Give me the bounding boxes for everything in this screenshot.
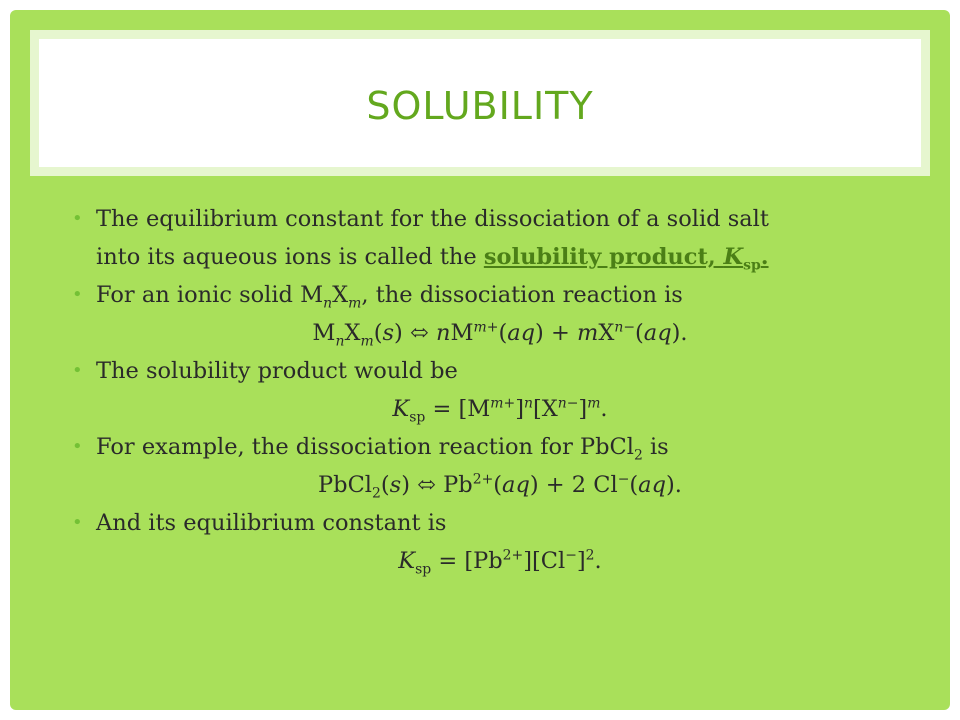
eq-part: n− (557, 395, 579, 412)
equation-pbcl2-dissociation (70, 466, 930, 504)
eq-part: 2+ (472, 471, 494, 488)
eq-part: M (312, 320, 336, 346)
text: is (642, 434, 669, 460)
bullet-equilibrium-constant (70, 504, 930, 542)
equilibrium-arrow-icon: ⬄ (417, 472, 444, 498)
bullet-icon: • (72, 208, 83, 229)
eq-part: 2+ (502, 547, 524, 564)
eq-part: ) + 2 Cl (529, 472, 618, 498)
page-title: SOLUBILITY (366, 84, 594, 128)
eq-part: s (382, 320, 395, 346)
bullet-definition (70, 200, 930, 276)
bullet-icon: • (72, 284, 83, 305)
equation-ksp-general (70, 390, 930, 428)
eq-part: sp (409, 409, 426, 426)
bullet-solubility-product (70, 352, 930, 390)
term-text: solubility product, (483, 244, 724, 270)
subscript-n: n (323, 295, 333, 312)
eq-part: ( (373, 320, 383, 346)
eq-part: m (360, 333, 374, 350)
eq-part: aq (638, 472, 666, 498)
bullet-example (70, 428, 930, 466)
bullet-icon: • (72, 436, 83, 457)
bullet-icon: • (72, 360, 83, 381)
eq-part: − (617, 471, 630, 488)
eq-part: aq (507, 320, 536, 346)
eq-part: ( (493, 472, 503, 498)
bullet-icon: • (72, 512, 83, 533)
text: X (332, 282, 349, 308)
eq-part: ] (578, 396, 588, 422)
eq-part: ) (401, 472, 418, 498)
eq-part: PbCl (318, 472, 373, 498)
eq-part: ( (380, 472, 390, 498)
eq-part: ) + (535, 320, 577, 346)
eq-part: ( (498, 320, 508, 346)
eq-part: X (598, 320, 615, 346)
eq-part: m+ (473, 319, 499, 336)
text: For an ionic solid M (96, 282, 324, 308)
eq-part: − (565, 547, 577, 564)
eq-part: K (398, 548, 416, 574)
text: For example, the dissociation reaction for PbCl (96, 434, 634, 460)
eq-part: ( (629, 472, 639, 498)
content-area (70, 200, 930, 580)
eq-part: aq (643, 320, 672, 346)
text: And its equilibrium constant is (96, 510, 447, 536)
eq-part: . (600, 396, 608, 422)
eq-part: aq (502, 472, 530, 498)
slide-background (10, 10, 950, 710)
eq-part: Pb (443, 472, 473, 498)
eq-part: m (587, 395, 601, 412)
eq-part: [X (532, 396, 558, 422)
eq-part: ) (394, 320, 410, 346)
eq-part: 2 (372, 485, 381, 502)
eq-part: 2 (585, 547, 595, 564)
eq-part: ( (635, 320, 644, 346)
eq-part: = [M (425, 396, 491, 422)
text-line: The equilibrium constant for the dissociation of a solid salt (96, 206, 769, 232)
eq-part: X (344, 320, 361, 346)
eq-part: ). (671, 320, 688, 346)
equation-ksp-pbcl2 (70, 542, 930, 580)
eq-part: K (392, 396, 410, 422)
eq-part: sp (415, 561, 432, 578)
eq-part: ] (576, 548, 586, 574)
title-box (30, 30, 930, 176)
subscript-m: m (348, 295, 362, 312)
eq-part: m (576, 320, 599, 346)
text-line: into its aqueous ions is called the (96, 244, 484, 270)
eq-part: . (594, 548, 602, 574)
subscript: 2 (633, 447, 643, 464)
eq-part: m+ (490, 395, 516, 412)
eq-part: ] (515, 396, 524, 422)
eq-part: = [Pb (431, 548, 503, 574)
eq-part: M (450, 320, 474, 346)
eq-part: ][Cl (523, 548, 566, 574)
eq-part: ). (666, 472, 682, 498)
solubility-product-term (483, 244, 769, 274)
eq-part: n− (614, 319, 636, 336)
eq-part: s (389, 472, 402, 498)
sp-subscript: sp (743, 257, 761, 274)
period: . (760, 244, 769, 270)
eq-part: n (335, 333, 345, 350)
eq-part: n (435, 320, 451, 346)
eq-part: n (523, 395, 533, 412)
text: , the dissociation reaction is (361, 282, 683, 308)
equation-dissociation (70, 314, 930, 352)
equilibrium-arrow-icon: ⬄ (409, 320, 436, 346)
text: The solubility product would be (96, 358, 458, 384)
bullet-ionic-solid (70, 276, 930, 314)
k-symbol: K (723, 244, 744, 270)
